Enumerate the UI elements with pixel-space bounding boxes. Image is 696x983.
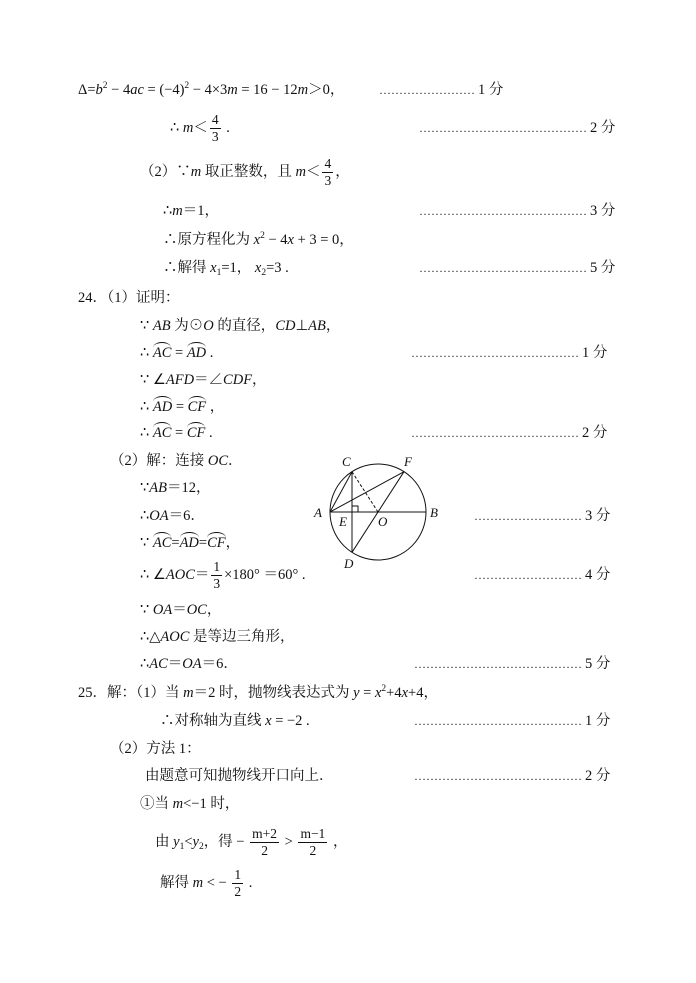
text: ∴: [140, 425, 153, 441]
numerator: m+2: [252, 826, 277, 842]
var: CD: [275, 318, 296, 334]
text: .: [206, 345, 214, 361]
var: x: [374, 685, 382, 701]
var: AOC: [160, 629, 190, 645]
var: CDF: [223, 372, 253, 388]
var: m: [172, 796, 184, 812]
score-label: 2 分: [590, 120, 616, 136]
text: ＝12，: [166, 480, 211, 496]
numerator: 1: [234, 867, 242, 883]
text: + 3 = 0，: [293, 232, 354, 248]
text: Δ=: [78, 82, 96, 98]
text: ，得 −: [203, 834, 249, 850]
line-m-equals-1: [163, 195, 219, 227]
arc: CF: [207, 535, 226, 551]
var: m: [297, 82, 309, 98]
var: x: [254, 260, 262, 276]
dot-leader: ………………………: [474, 509, 582, 523]
line-inequality: [155, 826, 347, 858]
var: x: [210, 260, 217, 276]
text: ∵ ∠: [140, 372, 166, 388]
text: ∴: [140, 656, 150, 672]
text: ×180° ＝60° .: [224, 567, 306, 583]
text: ∴: [170, 120, 183, 136]
text: ＝2 时，抛物线表达式为: [193, 685, 354, 701]
var: y: [173, 834, 180, 850]
text: ＜: [193, 120, 208, 136]
text: ∵: [140, 480, 150, 496]
right-angle-mark: [352, 506, 358, 512]
numerator: 4: [211, 112, 219, 128]
dot-leader: ……………………………………: [411, 346, 579, 360]
dot-leader: ……………………………………: [419, 204, 587, 218]
var: y: [192, 834, 199, 850]
text: 由题意可知抛物线开口向上．: [145, 768, 334, 784]
exponent: 2: [381, 684, 387, 694]
text: .: [245, 875, 253, 891]
text: ＝∠: [194, 372, 224, 388]
point-label-c: C: [342, 454, 351, 469]
var: x: [253, 232, 261, 248]
text: ∵: [140, 535, 153, 551]
text: ∴对称轴为直线: [160, 713, 266, 729]
text: = 16 − 12: [237, 82, 298, 98]
fraction: [322, 157, 333, 188]
dot-leader: ……………………………………: [414, 657, 582, 671]
text: =: [171, 345, 187, 361]
exponent: 2: [184, 81, 190, 91]
arc: AC: [152, 535, 172, 551]
line-solution-m: [160, 867, 252, 899]
line-m-range: [170, 112, 230, 144]
subscript: 2: [261, 268, 267, 278]
var: ac: [130, 82, 144, 98]
point-label-b: B: [430, 505, 438, 520]
var: OC: [207, 453, 229, 469]
var: m: [227, 82, 238, 98]
var: AFD: [165, 372, 195, 388]
point-label-e: E: [339, 514, 347, 529]
var: O: [203, 318, 214, 334]
text: .: [222, 120, 230, 136]
arc: CF: [187, 399, 207, 415]
denominator: 3: [213, 576, 221, 592]
text: < −: [203, 875, 231, 891]
dot-leader: ……………………………………: [419, 121, 587, 135]
text: 24．（1）证明：: [78, 290, 180, 306]
fraction: [298, 827, 327, 858]
arc: AD: [179, 535, 199, 551]
numerator: 4: [324, 156, 332, 172]
score-label: 1 分: [582, 345, 608, 361]
text: ，: [206, 399, 225, 415]
text: ＝: [194, 567, 210, 583]
text: ∵: [140, 318, 153, 334]
denominator: 2: [234, 884, 242, 900]
text: =1，: [221, 260, 255, 276]
text: .: [205, 425, 213, 441]
text: − 4: [264, 232, 288, 248]
var: x: [287, 232, 294, 248]
text: =: [198, 535, 208, 551]
subscript: 1: [216, 268, 222, 278]
var: OA: [182, 656, 202, 672]
line-case-1: [140, 788, 239, 820]
line-part2-condition: [140, 156, 350, 188]
text: ＝6．: [201, 656, 238, 672]
line-ac-6: [140, 648, 238, 680]
text: 是等边三角形，: [189, 629, 295, 645]
text: =: [171, 425, 187, 441]
point-label-f: F: [404, 454, 412, 469]
dot-leader: ……………………: [379, 83, 475, 97]
var: AB: [308, 318, 326, 334]
line-discriminant: [78, 74, 344, 106]
denominator: 3: [211, 129, 219, 145]
fraction: [250, 827, 279, 858]
arc: AC: [152, 425, 172, 441]
text: − 4×3: [189, 82, 228, 98]
text: − 4: [107, 82, 131, 98]
dot-leader: ……………………………………: [414, 769, 582, 783]
text: （2）方法 1：: [110, 741, 201, 757]
var: AOC: [165, 567, 195, 583]
text: 为⊙: [170, 318, 204, 334]
text: =3 .: [266, 260, 289, 276]
score-label: 1 分: [478, 82, 504, 98]
var: x: [401, 685, 409, 701]
arc: CF: [186, 425, 206, 441]
subscript: 1: [179, 842, 185, 852]
var: m: [190, 164, 202, 180]
geometry-figure: [300, 445, 450, 575]
text: ⊥: [295, 318, 309, 334]
text: ．: [228, 453, 243, 469]
text: 的直径，: [213, 318, 276, 334]
text: <: [184, 834, 193, 850]
text: ∴: [140, 508, 150, 524]
denominator: 2: [309, 843, 317, 859]
text: ，: [325, 318, 341, 334]
var: AB: [149, 480, 167, 496]
fraction: [211, 560, 222, 591]
text: <−1 时，: [183, 796, 240, 812]
text: ∴△: [140, 629, 161, 645]
text: ，: [335, 164, 350, 180]
dot-leader: ……………………………………: [414, 714, 582, 728]
text: ＞0，: [308, 82, 345, 98]
dot-leader: ……………………………………: [419, 261, 587, 275]
text: =: [359, 685, 375, 701]
point-label-d: D: [344, 556, 354, 571]
text: +4: [386, 685, 402, 701]
fraction: [232, 868, 243, 899]
score-label: 2 分: [582, 425, 608, 441]
point-label-a: A: [314, 505, 322, 520]
text: =: [171, 535, 180, 551]
score-label: 5 分: [590, 260, 616, 276]
var: AC: [149, 656, 168, 672]
var: m: [172, 203, 183, 219]
text: 解得: [160, 875, 193, 891]
text: 取正整数，且: [201, 164, 296, 180]
text: >: [281, 834, 297, 850]
text: ＝: [172, 602, 187, 618]
text: ，: [206, 602, 222, 618]
var: m: [295, 164, 306, 180]
var: y: [353, 685, 360, 701]
score-label: 3 分: [590, 203, 616, 219]
score-label: 3 分: [585, 508, 611, 524]
subscript: 2: [198, 842, 204, 852]
dot-leader: ………………………: [474, 568, 582, 582]
text: （2）解：连接: [110, 453, 208, 469]
arc: AD: [186, 345, 207, 361]
text: 由: [155, 834, 174, 850]
text: ＝6．: [168, 508, 205, 524]
var: OA: [149, 508, 169, 524]
text: +4，: [408, 685, 438, 701]
text: ∴解得: [163, 260, 211, 276]
arc: AD: [152, 399, 173, 415]
var: b: [95, 82, 103, 98]
text: ∴: [140, 399, 153, 415]
arc: AC: [152, 345, 172, 361]
text: ∴: [140, 345, 153, 361]
dot-leader: ……………………………………: [411, 426, 579, 440]
text: ，: [252, 372, 267, 388]
denominator: 2: [261, 843, 268, 859]
text: ∴ ∠: [140, 567, 166, 583]
score-label: 5 分: [585, 656, 611, 672]
score-label: 4 分: [585, 567, 611, 583]
text: 25．解：（1）当: [78, 685, 184, 701]
var: OC: [186, 602, 207, 618]
numerator: 1: [213, 559, 221, 575]
fraction: [210, 113, 221, 144]
line-three-arcs: [140, 527, 240, 559]
text: = (−4): [143, 82, 185, 98]
var: OA: [152, 602, 173, 618]
exponent: 2: [102, 81, 108, 91]
line-angle-aoc: [140, 559, 306, 591]
denominator: 3: [324, 173, 332, 189]
text: ＝1，: [182, 203, 219, 219]
text: ，: [225, 535, 241, 551]
var: AB: [152, 318, 171, 334]
text: ，: [329, 834, 348, 850]
text: ∵: [140, 602, 153, 618]
text: ＝: [167, 656, 183, 672]
text: （2）∵: [140, 164, 191, 180]
var: m: [192, 875, 204, 891]
text: ①当: [140, 796, 173, 812]
score-label: 2 分: [585, 768, 611, 784]
text: = −2 .: [271, 713, 310, 729]
exponent: 2: [260, 231, 265, 241]
var: m: [183, 685, 194, 701]
score-label: 1 分: [585, 713, 611, 729]
text: ＜: [305, 164, 321, 180]
line-roots: [163, 252, 289, 284]
text: =: [172, 399, 188, 415]
var: m: [182, 120, 194, 136]
text: ∴原方程化为: [163, 232, 254, 248]
text: ∴: [163, 203, 173, 219]
numerator: m−1: [300, 826, 326, 842]
point-label-o: O: [378, 514, 388, 529]
var: x: [265, 713, 272, 729]
